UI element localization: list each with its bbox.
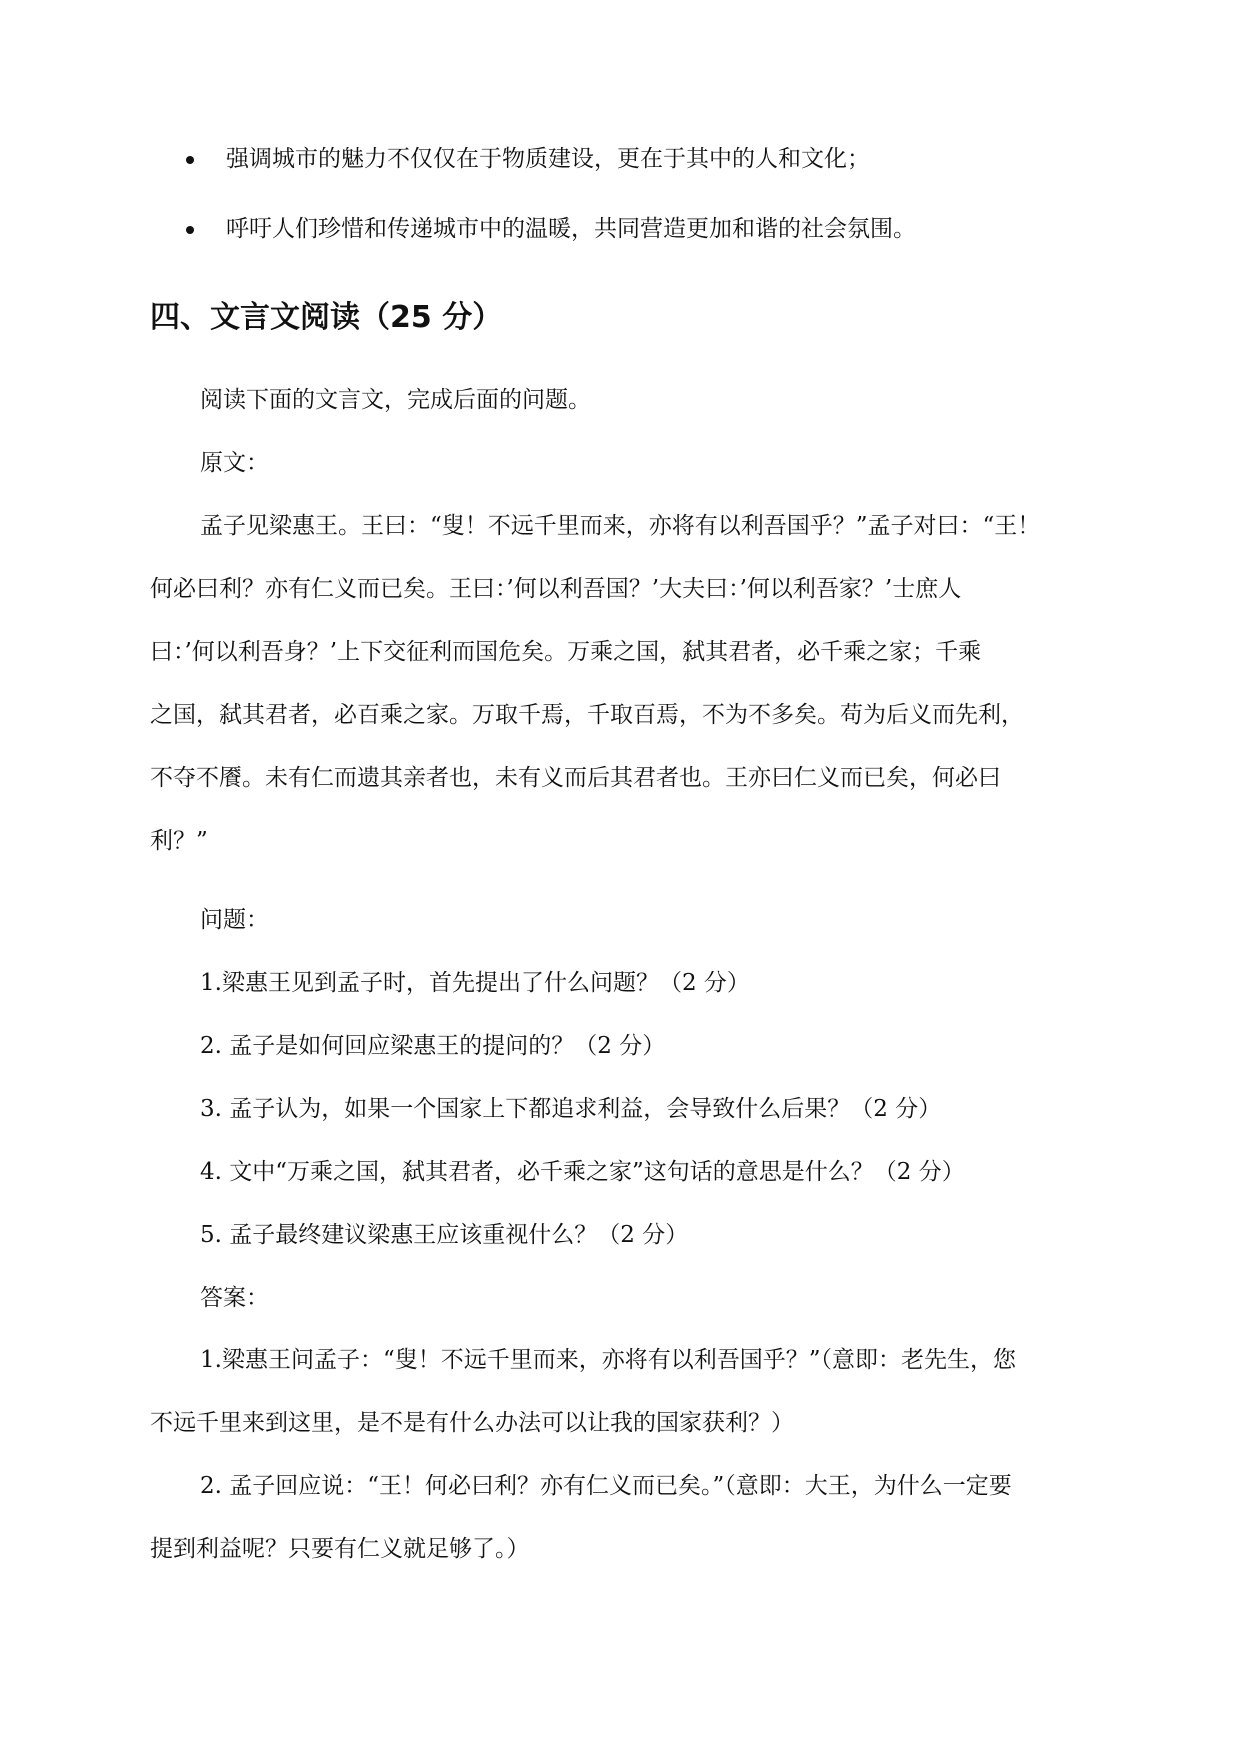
bullet-list: [186, 142, 1106, 282]
answers-label: 答案：: [200, 1285, 269, 1311]
answer-line: 不远千里来到这里，是不是有什么办法可以让我的国家获利？）: [150, 1410, 794, 1436]
original-label: 原文：: [200, 450, 269, 476]
bullet-item: [186, 142, 1106, 212]
bullet-text: 强调城市的魅力不仅仅在于物质建设，更在于其中的人和文化；: [226, 146, 870, 172]
bullet-dot-icon: [186, 226, 194, 234]
question-item: 3. 孟子认为，如果一个国家上下都追求利益，会导致什么后果？（2 分）: [200, 1096, 942, 1122]
original-line: 利？”: [150, 828, 208, 854]
answer-line: 提到利益呢？只要有仁义就足够了。）: [150, 1536, 530, 1562]
question-item: 2. 孟子是如何回应梁惠王的提问的？（2 分）: [200, 1033, 666, 1059]
original-line: 何必曰利？亦有仁义而已矣。王曰：’何以利吾国？’大夫曰：’何以利吾家？’士庶人: [150, 576, 962, 602]
instruction-text: 阅读下面的文言文，完成后面的问题。: [200, 387, 591, 413]
original-line: 之国，弑其君者，必百乘之家。万取千焉，千取百焉，不为不多矣。苟为后义而先利，: [150, 702, 1024, 728]
question-item: 5. 孟子最终建议梁惠王应该重视什么？（2 分）: [200, 1222, 689, 1248]
section-title: 四、文言文阅读（25 分）: [150, 300, 503, 335]
answer-2: [150, 1455, 1100, 1581]
questions-label: 问题：: [200, 907, 269, 933]
original-text: [150, 495, 1100, 873]
bullet-text: 呼吁人们珍惜和传递城市中的温暖，共同营造更加和谐的社会氛围。: [226, 216, 916, 242]
answer-line: 1.梁惠王问孟子：“叟！不远千里而来，亦将有以利吾国乎？”（意即：老先生，您: [200, 1347, 1016, 1373]
answer-1: [150, 1329, 1100, 1455]
question-item: 4. 文中“万乘之国，弑其君者，必千乘之家”这句话的意思是什么？（2 分）: [200, 1159, 965, 1185]
answer-line: 2. 孟子回应说：“王！何必曰利？亦有仁义而已矣。”（意即：大王，为什么一定要: [200, 1473, 1012, 1499]
original-line: 孟子见梁惠王。王曰：“叟！不远千里而来，亦将有以利吾国乎？”孟子对曰：“王！: [200, 513, 1041, 539]
original-line: 不夺不餍。未有仁而遗其亲者也，未有义而后其君者也。王亦曰仁义而已矣，何必曰: [150, 765, 1001, 791]
bullet-dot-icon: [186, 156, 194, 164]
question-item: 1.梁惠王见到孟子时，首先提出了什么问题？（2 分）: [200, 970, 750, 996]
original-line: 曰：’何以利吾身？’上下交征利而国危矣。万乘之国，弑其君者，必千乘之家；千乘: [150, 639, 982, 665]
bullet-item: [186, 212, 1106, 282]
